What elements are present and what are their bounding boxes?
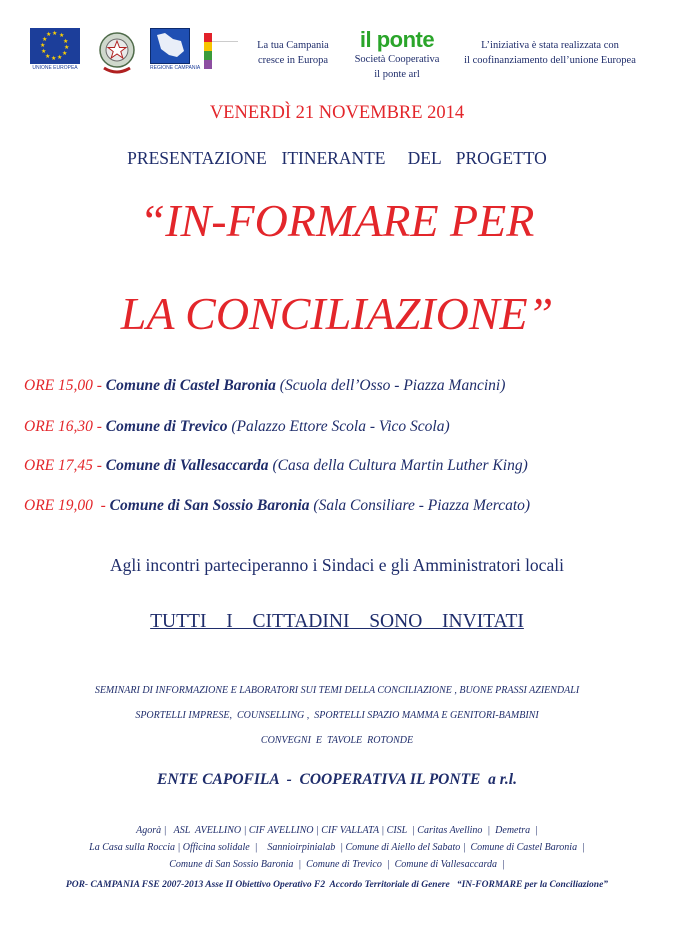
regione-campania-logo — [150, 28, 201, 74]
project-title-line1: “IN-FORMARE PER — [139, 195, 535, 246]
schedule-row — [24, 457, 528, 475]
italian-republic-emblem — [96, 28, 138, 78]
ponte-wordmark: il ponte — [359, 27, 435, 52]
eu-flag-logo — [30, 28, 80, 74]
schedule-comune: Comune di Castel Baronia — [105, 377, 276, 394]
eu-caption: UNIONE EUROPEA — [32, 65, 78, 71]
schedule-comune: Comune di Trevico — [105, 418, 228, 435]
partners-line: Agorà | ASL AVELLINO | CIF AVELLINO | CIF VALLATA | CISL | Caritas Avellino | Demetra | — [136, 825, 538, 836]
project-title-line2: LA CONCILIAZIONE” — [120, 288, 554, 339]
partners-line: Comune di San Sossio Baronia | Comune di Trevico | Comune di Vallesaccarda | — [169, 859, 505, 870]
schedule-time: ORE 19,00 - — [24, 497, 110, 514]
attendees-note: Agli incontri parteciperanno i Sindaci e gli Amministratori locali — [110, 555, 564, 575]
schedule-time: ORE 15,00 - — [24, 377, 106, 394]
schedule-location: (Casa della Cultura Martin Luther King) — [268, 457, 528, 474]
campania-slogan: La tua Campania cresce in Europa — [257, 40, 329, 66]
seminars-line: SPORTELLI IMPRESE, COUNSELLING , SPORTELLI SPAZIO MAMMA E GENITORI-BAMBINI — [135, 710, 539, 721]
schedule-row — [24, 497, 530, 515]
partners-line: La Casa sulla Roccia | Officina solidale | Sannioirpinialab | Comune di Aiello del Sabato | Comune di Castel Baronia | — [89, 842, 585, 853]
schedule-location: (Palazzo Ettore Scola - Vico Scola) — [227, 418, 450, 435]
cofinancing-note: L’iniziativa è stata realizzata con il coofinanziamento dell’unione Europea — [464, 40, 636, 66]
il-ponte-logo — [352, 28, 442, 82]
eu-stars-icon: ★ ★ ★ ★ ★ ★ ★ ★ ★ ★ ★ ★ — [30, 28, 80, 64]
campania-shield-icon — [150, 28, 190, 64]
por-funding-note: POR- CAMPANIA FSE 2007-2013 Asse II Obiettivo Operativo F2 Accordo Territoriale di Genere “IN-FORMARE per la Conciliazione” — [65, 880, 609, 890]
seminars-line: CONVEGNI E TAVOLE ROTONDE — [260, 735, 414, 746]
schedule-row — [24, 418, 450, 436]
star-emblem-icon — [96, 28, 138, 78]
event-subtitle: PRESENTAZIONE ITINERANTE DEL PROGETTO — [127, 148, 547, 168]
schedule-comune: Comune di Vallesaccarda — [105, 457, 269, 474]
ponte-sub-line2: il ponte arl — [374, 69, 420, 80]
rc-caption: REGIONE CAMPANIA — [150, 65, 201, 71]
schedule-location: (Scuola dell’Osso - Piazza Mancini) — [275, 377, 506, 394]
invitation-heading: TUTTI I CITTADINI SONO INVITATI — [150, 611, 524, 632]
schedule-time: ORE 17,45 - — [24, 457, 106, 474]
schedule-time: ORE 16,30 - — [24, 418, 106, 435]
schedule-location: (Sala Consiliare - Piazza Mercato) — [309, 497, 531, 514]
schedule-comune: Comune di San Sossio Baronia — [109, 497, 310, 514]
lead-organization: ENTE CAPOFILA - COOPERATIVA IL PONTE a r.l. — [156, 771, 517, 788]
seminars-line: SEMINARI DI INFORMAZIONE E LABORATORI SUI TEMI DELLA CONCILIAZIONE , BUONE PRASSI AZIENDALI — [94, 685, 580, 696]
por-color-blocks-icon — [204, 33, 238, 71]
por-campania-logo — [204, 33, 238, 71]
schedule-row — [24, 377, 505, 395]
event-date: VENERDÌ 21 NOVEMBRE 2014 — [209, 103, 465, 123]
ponte-sub-line1: Società Cooperativa — [354, 54, 440, 65]
